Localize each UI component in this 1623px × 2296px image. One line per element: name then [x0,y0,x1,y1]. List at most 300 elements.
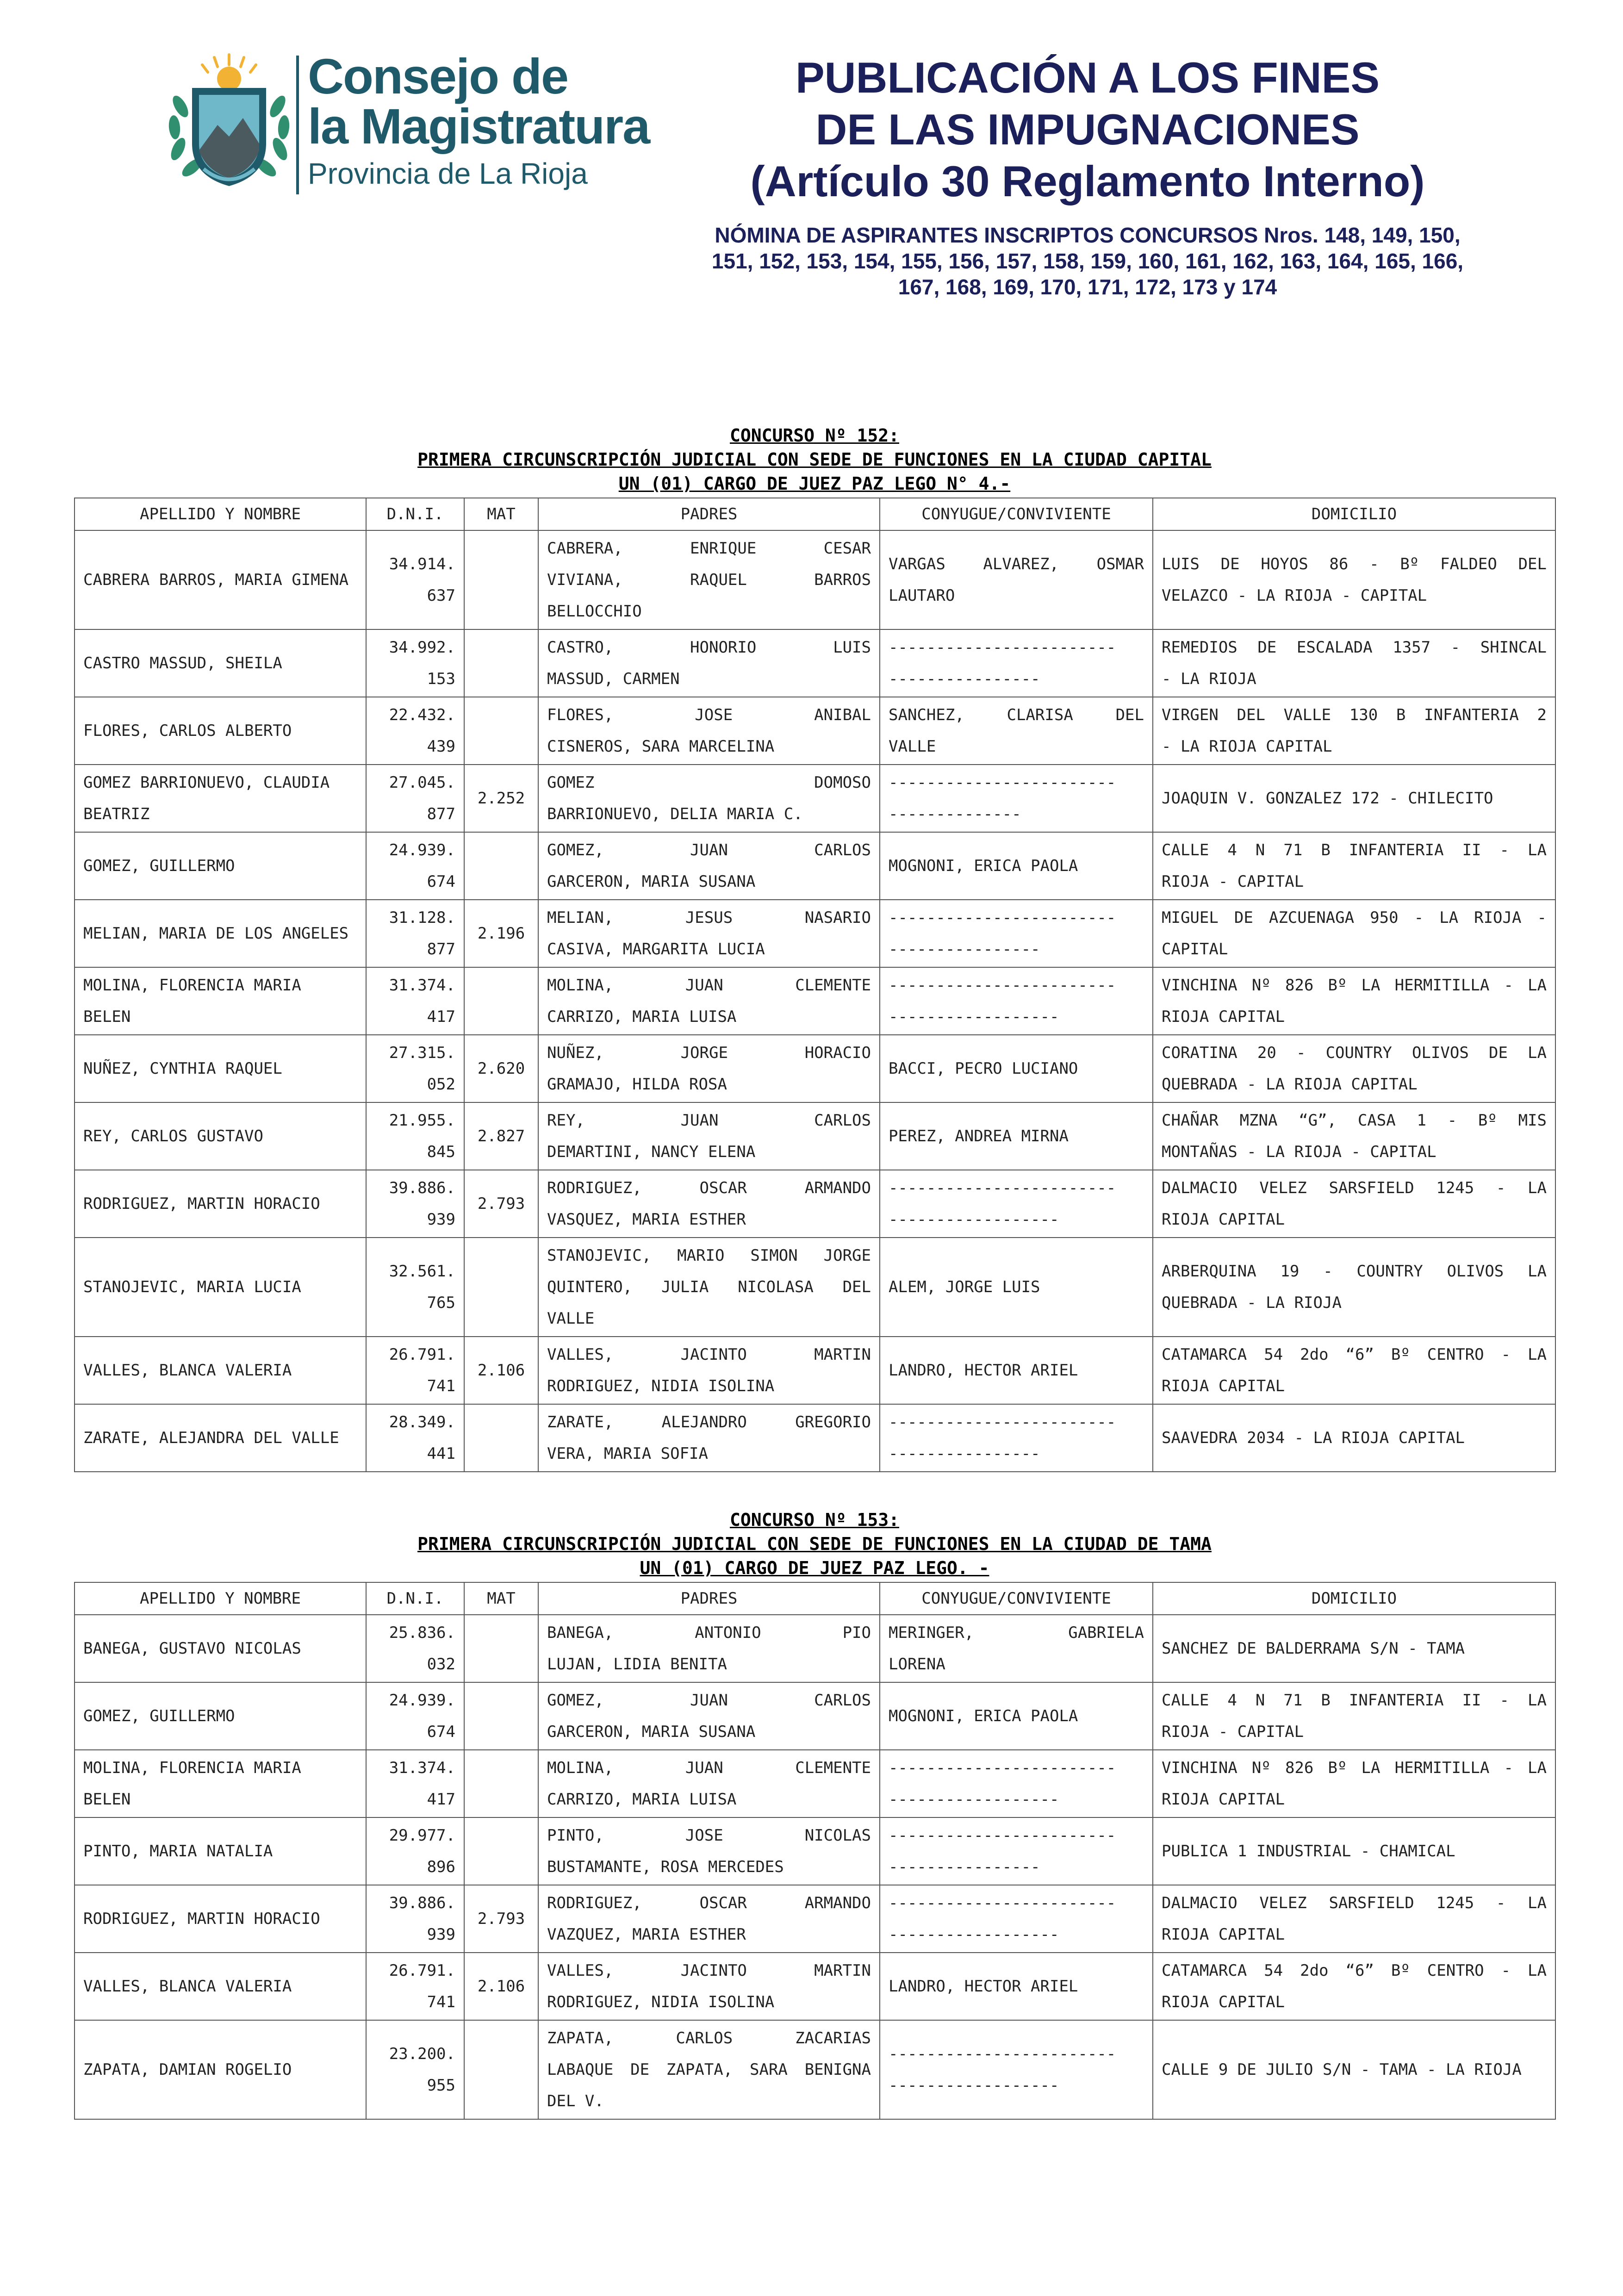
table-row [75,530,1555,629]
col-apellido-nombre-cell: STANOJEVIC, MARIA LUCIA [75,1238,366,1337]
cell-line: ------------------------ [889,1759,1116,1777]
col-mat-cell [464,1238,538,1337]
col-padres-cell [538,967,880,1035]
cell-line: BELLOCCHIO [547,602,642,621]
cell-line: MOGNONI, ERICA PAOLA [889,857,1078,875]
cell-line: BACCI, PECRO LUCIANO [889,1059,1078,1078]
cell-line: FLORES, JOSE ANIBAL [547,706,871,724]
nomina-line: NÓMINA DE ASPIRANTES INSCRIPTOS CONCURSOS Nros. 148, 149, 150, [715,223,1461,247]
col-dni-cell [366,1885,464,1953]
col-mat-cell: 2.793 [464,1885,538,1953]
cell-line: CATAMARCA 54 2do “6” Bº CENTRO - LA [1162,1961,1547,1980]
table-row [75,1404,1555,1472]
cell-line: ---------------- [889,1444,1040,1463]
col-dni-cell [366,967,464,1035]
cell-line: RODRIGUEZ, OSCAR ARMANDO [547,1179,871,1197]
cell-line: MASSUD, CARMEN [547,670,680,688]
cell-line: ------------------------ [889,908,1116,927]
title-line: (Artículo 30 Reglamento Interno) [750,157,1425,205]
cell-line: CARRIZO, MARIA LUISA [547,1008,737,1026]
concurso-cargo: UN (01) CARGO DE JUEZ PAZ LEGO N° 4.- [618,473,1011,494]
col-apellido-nombre-cell: ZARATE, ALEJANDRA DEL VALLE [75,1404,366,1472]
col-mat-cell [464,1682,538,1750]
table-row [75,1885,1555,1953]
col-padres-cell [538,1035,880,1102]
cell-line: 637 [427,586,455,605]
cell-line: ------------------------ [889,1826,1116,1845]
cell-line: STANOJEVIC, MARIO SIMON JORGE [547,1246,871,1265]
col-mat-cell [464,697,538,765]
cell-line: ------------------------ [889,638,1116,657]
col-conyugue-cell [880,1404,1153,1472]
cell-line: ---------------- [889,670,1040,688]
cell-line: 052 [427,1075,455,1094]
cell-line: RIOJA CAPITAL [1162,1008,1285,1026]
cell-line: 845 [427,1143,455,1161]
cell-line: VALLES, JACINTO MARTIN [547,1345,871,1364]
cell-line: 417 [427,1008,455,1026]
concurso-number: CONCURSO Nº 152: [729,425,900,446]
cell-line: 34.914. [389,555,455,573]
cell-line: GOMEZ DOMOSO [547,773,871,792]
cell-line: CISNEROS, SARA MARCELINA [547,737,775,756]
col-dni-cell [366,1615,464,1682]
cell-line: 39.886. [389,1894,455,1912]
cell-line: 24.939. [389,841,455,859]
cell-line: DALMACIO VELEZ SARSFIELD 1245 - LA [1162,1179,1547,1197]
col-mat-cell [464,1817,538,1885]
cell-line: 741 [427,1993,455,2011]
nomina-subtitle [676,222,1499,300]
col-apellido-nombre-cell: RODRIGUEZ, MARTIN HORACIO [75,1885,366,1953]
cell-line: 27.315. [389,1044,455,1062]
col-domicilio-cell [1153,1682,1555,1750]
col-domicilio-cell [1153,832,1555,900]
cell-line: CHAÑAR MZNA “G”, CASA 1 - Bº MIS [1162,1111,1547,1130]
col-domicilio-cell [1153,1817,1555,1885]
cell-line: PINTO, JOSE NICOLAS [547,1826,871,1845]
col-conyugue-cell [880,1615,1153,1682]
table-row [75,1953,1555,2020]
col-padres-header: PADRES [538,498,880,530]
col-mat-header: MAT [464,1582,538,1615]
cell-line: SANCHEZ DE BALDERRAMA S/N - TAMA [1162,1639,1465,1658]
col-dni-header: D.N.I. [366,1582,464,1615]
col-dni-cell [366,1170,464,1238]
cell-line: CATAMARCA 54 2do “6” Bº CENTRO - LA [1162,1345,1547,1364]
cell-line: 39.886. [389,1179,455,1197]
col-mat-cell: 2.106 [464,1953,538,2020]
cell-line: ------------------ [889,1925,1059,1944]
cell-line: ------------------------ [889,773,1116,792]
table-row [75,1615,1555,1682]
cell-line: MONTAÑAS - LA RIOJA - CAPITAL [1162,1143,1436,1161]
cell-line: MERINGER, GABRIELA [889,1624,1144,1642]
col-apellido-nombre-cell: MELIAN, MARIA DE LOS ANGELES [75,900,366,967]
cell-line: 34.992. [389,638,455,657]
cell-line: CORATINA 20 - COUNTRY OLIVOS DE LA [1162,1044,1547,1062]
table-header-row [75,498,1555,530]
col-dni-cell [366,530,464,629]
table-row [75,1682,1555,1750]
col-domicilio-cell [1153,530,1555,629]
cell-line: REY, JUAN CARLOS [547,1111,871,1130]
cell-line: VARGAS ALVAREZ, OSMAR [889,555,1144,573]
cell-line: LORENA [889,1655,945,1674]
cell-line: - LA RIOJA CAPITAL [1162,737,1332,756]
cell-line: VINCHINA Nº 826 Bº LA HERMITILLA - LA [1162,976,1547,995]
cell-line: 25.836. [389,1624,455,1642]
col-domicilio-cell [1153,629,1555,697]
col-mat-header: MAT [464,498,538,530]
table-row [75,832,1555,900]
title-line: DE LAS IMPUGNACIONES [815,105,1360,154]
cell-line: 21.955. [389,1111,455,1130]
cell-line: 29.977. [389,1826,455,1845]
table-row [75,2020,1555,2119]
col-padres-cell [538,1682,880,1750]
cell-line: RODRIGUEZ, OSCAR ARMANDO [547,1894,871,1912]
col-padres-cell [538,2020,880,2119]
table-row [75,1750,1555,1817]
col-conyugue-cell [880,1102,1153,1170]
col-apellido-nombre-cell: ZAPATA, DAMIAN ROGELIO [75,2020,366,2119]
cell-line: 032 [427,1655,455,1674]
table-header-row [75,1582,1555,1615]
table-row [75,967,1555,1035]
col-apellido-nombre-cell: MOLINA, FLORENCIA MARIA BELEN [75,1750,366,1817]
col-apellido-nombre-cell: VALLES, BLANCA VALERIA [75,1953,366,2020]
cell-line: RIOJA CAPITAL [1162,1210,1285,1229]
cell-line: MIGUEL DE AZCUENAGA 950 - LA RIOJA - [1162,908,1547,927]
col-domicilio-cell [1153,1953,1555,2020]
cell-line: PEREZ, ANDREA MIRNA [889,1127,1069,1145]
col-mat-cell: 2.196 [464,900,538,967]
col-apellido-nombre-header: APELLIDO Y NOMBRE [75,1582,366,1615]
cell-line: PUBLICA 1 INDUSTRIAL - CHAMICAL [1162,1842,1455,1860]
cell-line: BARRIONUEVO, DELIA MARIA C. [547,805,803,823]
col-apellido-nombre-cell: REY, CARLOS GUSTAVO [75,1102,366,1170]
table-row [75,1817,1555,1885]
cell-line: 26.791. [389,1345,455,1364]
cell-line: CALLE 9 DE JULIO S/N - TAMA - LA RIOJA [1162,2060,1522,2079]
col-padres-cell [538,629,880,697]
cell-line: MOLINA, JUAN CLEMENTE [547,1759,871,1777]
cell-line: -------------- [889,805,1021,823]
cell-line: VAZQUEZ, MARIA ESTHER [547,1925,746,1944]
col-conyugue-cell [880,1682,1153,1750]
col-dni-cell [366,1238,464,1337]
table-row [75,697,1555,765]
col-conyugue-cell [880,1238,1153,1337]
col-padres-cell [538,1953,880,2020]
cell-line: CASIVA, MARGARITA LUCIA [547,940,765,958]
cell-line: MOLINA, JUAN CLEMENTE [547,976,871,995]
cell-line: VALLE [889,737,936,756]
publication-title [676,52,1499,207]
col-conyugue-cell [880,967,1153,1035]
cell-line: ------------------------ [889,1413,1116,1431]
logo [160,48,664,199]
col-domicilio-cell [1153,697,1555,765]
cell-line: 26.791. [389,1961,455,1980]
col-padres-cell [538,1885,880,1953]
cell-line: CALLE 4 N 71 B INFANTERIA II - LA [1162,1691,1547,1710]
col-dni-cell [366,1817,464,1885]
col-mat-cell [464,629,538,697]
cell-line: 955 [427,2076,455,2095]
concurso-152-table [74,498,1556,1472]
col-conyugue-cell [880,1817,1153,1885]
col-domicilio-cell [1153,765,1555,832]
cell-line: 24.939. [389,1691,455,1710]
col-apellido-nombre-cell: PINTO, MARIA NATALIA [75,1817,366,1885]
cell-line: RIOJA CAPITAL [1162,1993,1285,2011]
col-dni-cell [366,1953,464,2020]
col-padres-cell [538,1404,880,1472]
table-row [75,1102,1555,1170]
col-mat-cell: 2.106 [464,1337,538,1404]
cell-line: DALMACIO VELEZ SARSFIELD 1245 - LA [1162,1894,1547,1912]
cell-line: - LA RIOJA [1162,670,1256,688]
col-padres-cell [538,1238,880,1337]
cell-line: GARCERON, MARIA SUSANA [547,872,756,891]
cell-line: 939 [427,1210,455,1229]
cell-line: 674 [427,1723,455,1741]
col-conyugue-cell [880,765,1153,832]
col-apellido-nombre-cell: MOLINA, FLORENCIA MARIA BELEN [75,967,366,1035]
cell-line: VELAZCO - LA RIOJA - CAPITAL [1162,586,1427,605]
cell-line: LAUTARO [889,586,955,605]
logo-line-1: Consejo de [308,48,568,104]
cell-line: GARCERON, MARIA SUSANA [547,1723,756,1741]
title-line: PUBLICACIÓN A LOS FINES [795,53,1380,102]
col-apellido-nombre-cell: CASTRO MASSUD, SHEILA [75,629,366,697]
logo-line-2: la Magistratura [308,98,650,154]
cell-line: DEL V. [547,2092,604,2110]
cell-line: ------------------ [889,2076,1059,2095]
col-mat-cell: 2.827 [464,1102,538,1170]
col-domicilio-cell [1153,1750,1555,1817]
cell-line: 439 [427,737,455,756]
col-mat-cell: 2.252 [464,765,538,832]
logo-divider [296,56,299,194]
col-padres-cell [538,530,880,629]
cell-line: CALLE 4 N 71 B INFANTERIA II - LA [1162,841,1547,859]
col-mat-cell [464,1404,538,1472]
col-dni-cell [366,1404,464,1472]
cell-line: CARRIZO, MARIA LUISA [547,1790,737,1809]
table-row [75,765,1555,832]
cell-line: REMEDIOS DE ESCALADA 1357 - SHINCAL [1162,638,1547,657]
cell-line: ------------------------ [889,2045,1116,2063]
cell-line: ------------------ [889,1790,1059,1809]
col-conyugue-header: CONYUGUE/CONVIVIENTE [880,1582,1153,1615]
table-row [75,629,1555,697]
col-padres-cell [538,1102,880,1170]
cell-line: RIOJA - CAPITAL [1162,1723,1304,1741]
table-row [75,1035,1555,1102]
cell-line: ARBERQUINA 19 - COUNTRY OLIVOS LA [1162,1262,1547,1281]
col-conyugue-cell [880,697,1153,765]
concurso-153-table [74,1582,1556,2120]
col-mat-cell [464,1750,538,1817]
cell-line: ------------------------ [889,1894,1116,1912]
cell-line: VALLE [547,1309,595,1328]
cell-line: ---------------- [889,940,1040,958]
col-mat-cell [464,967,538,1035]
cell-line: JOAQUIN V. GONZALEZ 172 - CHILECITO [1162,789,1493,808]
cell-line: MELIAN, JESUS NASARIO [547,908,871,927]
col-dni-cell [366,1102,464,1170]
col-apellido-nombre-cell: CABRERA BARROS, MARIA GIMENA [75,530,366,629]
cell-line: 23.200. [389,2045,455,2063]
cell-line: 32.561. [389,1262,455,1281]
cell-line: LUIS DE HOYOS 86 - Bº FALDEO DEL [1162,555,1547,573]
cell-line: RIOJA CAPITAL [1162,1790,1285,1809]
col-apellido-nombre-cell: FLORES, CARLOS ALBERTO [75,697,366,765]
cell-line: 417 [427,1790,455,1809]
cell-line: BUSTAMANTE, ROSA MERCEDES [547,1858,784,1876]
table-row [75,1337,1555,1404]
table-row [75,1170,1555,1238]
col-apellido-nombre-cell: NUÑEZ, CYNTHIA RAQUEL [75,1035,366,1102]
logo-emblem-icon [160,51,298,199]
cell-line: ALEM, JORGE LUIS [889,1278,1040,1296]
table-row [75,900,1555,967]
concurso-circunscripcion: PRIMERA CIRCUNSCRIPCIÓN JUDICIAL CON SEDE DE FUNCIONES EN LA CIUDAD CAPITAL [417,449,1212,470]
cell-line: VASQUEZ, MARIA ESTHER [547,1210,746,1229]
cell-line: CABRERA, ENRIQUE CESAR [547,539,871,558]
cell-line: CASTRO, HONORIO LUIS [547,638,871,657]
col-domicilio-cell [1153,1337,1555,1404]
cell-line: 877 [427,940,455,958]
cell-line: ZAPATA, CARLOS ZACARIAS [547,2029,871,2047]
col-dni-header: D.N.I. [366,498,464,530]
col-padres-header: PADRES [538,1582,880,1615]
cell-line: VIRGEN DEL VALLE 130 B INFANTERIA 2 [1162,706,1547,724]
col-mat-cell: 2.793 [464,1170,538,1238]
cell-line: RIOJA - CAPITAL [1162,872,1304,891]
col-domicilio-cell [1153,2020,1555,2119]
cell-line: VERA, MARIA SOFIA [547,1444,708,1463]
cell-line: 27.045. [389,773,455,792]
col-conyugue-cell [880,2020,1153,2119]
col-conyugue-cell [880,629,1153,697]
col-mat-cell [464,1615,538,1682]
cell-line: ------------------ [889,1008,1059,1026]
col-dni-cell [366,900,464,967]
logo-line-3: Provincia de La Rioja [308,157,588,190]
concurso-cargo: UN (01) CARGO DE JUEZ PAZ LEGO. - [640,1558,989,1578]
col-apellido-nombre-cell: VALLES, BLANCA VALERIA [75,1337,366,1404]
cell-line: 153 [427,670,455,688]
cell-line: RIOJA CAPITAL [1162,1925,1285,1944]
cell-line: QUINTERO, JULIA NICOLASA DEL [547,1278,871,1296]
cell-line: VINCHINA Nº 826 Bº LA HERMITILLA - LA [1162,1759,1547,1777]
cell-line: LANDRO, HECTOR ARIEL [889,1361,1078,1380]
cell-line: 31.128. [389,908,455,927]
cell-line: SAAVEDRA 2034 - LA RIOJA CAPITAL [1162,1429,1465,1447]
concurso-153-heading [74,1508,1555,1580]
col-dni-cell [366,1750,464,1817]
col-apellido-nombre-cell: GOMEZ, GUILLERMO [75,832,366,900]
col-domicilio-header: DOMICILIO [1153,1582,1555,1615]
col-domicilio-cell [1153,1238,1555,1337]
col-conyugue-cell [880,1337,1153,1404]
col-dni-cell [366,1337,464,1404]
cell-line: RODRIGUEZ, NIDIA ISOLINA [547,1377,775,1395]
col-padres-cell [538,697,880,765]
col-apellido-nombre-cell: GOMEZ, GUILLERMO [75,1682,366,1750]
col-dni-cell [366,832,464,900]
col-domicilio-cell [1153,1170,1555,1238]
col-domicilio-cell [1153,1404,1555,1472]
col-mat-cell [464,832,538,900]
col-mat-cell [464,2020,538,2119]
col-domicilio-header: DOMICILIO [1153,498,1555,530]
col-padres-cell [538,1337,880,1404]
cell-line: GOMEZ, JUAN CARLOS [547,1691,871,1710]
col-apellido-nombre-cell: RODRIGUEZ, MARTIN HORACIO [75,1170,366,1238]
col-conyugue-cell [880,1750,1153,1817]
col-apellido-nombre-header: APELLIDO Y NOMBRE [75,498,366,530]
cell-line: 31.374. [389,1759,455,1777]
nomina-line: 167, 168, 169, 170, 171, 172, 173 y 174 [898,275,1277,299]
col-domicilio-cell [1153,1885,1555,1953]
col-conyugue-cell [880,1170,1153,1238]
cell-line: VIVIANA, RAQUEL BARROS [547,571,871,589]
cell-line: QUEBRADA - LA RIOJA CAPITAL [1162,1075,1418,1094]
col-domicilio-cell [1153,1615,1555,1682]
col-padres-cell [538,1170,880,1238]
col-conyugue-cell [880,900,1153,967]
cell-line: 441 [427,1444,455,1463]
cell-line: CAPITAL [1162,940,1228,958]
cell-line: LANDRO, HECTOR ARIEL [889,1977,1078,1996]
cell-line: LUJAN, LIDIA BENITA [547,1655,727,1674]
col-mat-cell [464,530,538,629]
col-padres-cell [538,765,880,832]
col-dni-cell [366,629,464,697]
cell-line: NUÑEZ, JORGE HORACIO [547,1044,871,1062]
cell-line: 896 [427,1858,455,1876]
col-dni-cell [366,1035,464,1102]
col-conyugue-cell [880,1035,1153,1102]
col-dni-cell [366,697,464,765]
col-apellido-nombre-cell: BANEGA, GUSTAVO NICOLAS [75,1615,366,1682]
cell-line: RIOJA CAPITAL [1162,1377,1285,1395]
col-apellido-nombre-cell: GOMEZ BARRIONUEVO, CLAUDIA BEATRIZ [75,765,366,832]
cell-line: 674 [427,872,455,891]
cell-line: LABAQUE DE ZAPATA, SARA BENIGNA [547,2060,871,2079]
concurso-152-heading [74,423,1555,496]
cell-line: VALLES, JACINTO MARTIN [547,1961,871,1980]
cell-line: DEMARTINI, NANCY ELENA [547,1143,756,1161]
col-dni-cell [366,2020,464,2119]
col-padres-cell [538,1750,880,1817]
col-domicilio-cell [1153,967,1555,1035]
col-dni-cell [366,1682,464,1750]
col-domicilio-cell [1153,1102,1555,1170]
cell-line: 877 [427,805,455,823]
col-padres-cell [538,900,880,967]
col-conyugue-cell [880,832,1153,900]
cell-line: 22.432. [389,706,455,724]
cell-line: ------------------ [889,1210,1059,1229]
col-conyugue-cell [880,1953,1153,2020]
cell-line: GOMEZ, JUAN CARLOS [547,841,871,859]
